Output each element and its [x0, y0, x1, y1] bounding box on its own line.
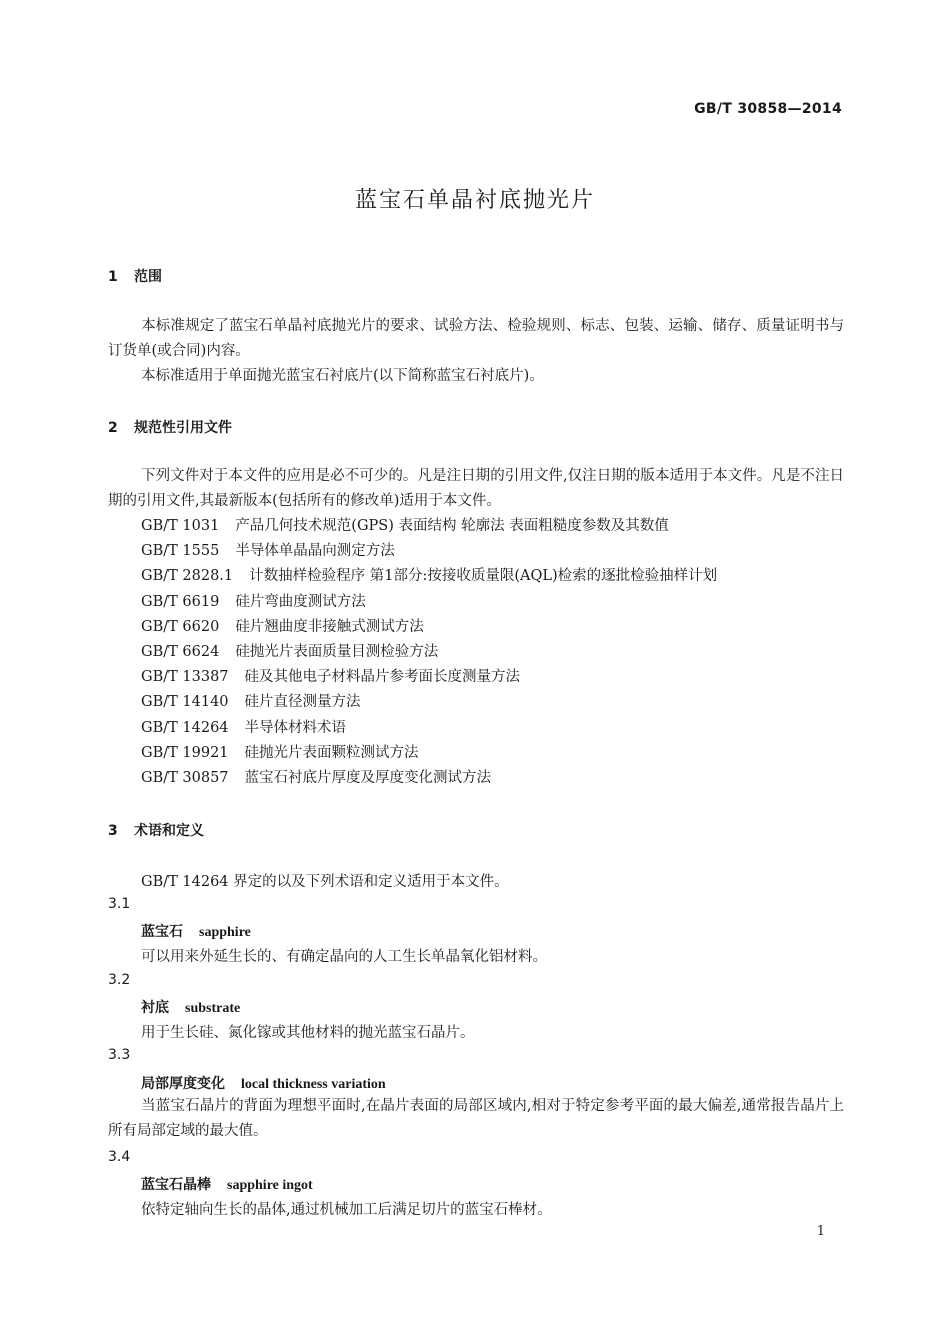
reference-item — [141, 665, 717, 690]
term-number: 3.2 — [108, 972, 131, 988]
reference-item — [141, 615, 717, 640]
reference-code: GB/T 14140 — [141, 694, 229, 711]
page-number: 1 — [816, 1224, 825, 1239]
section-2-intro: 下列文件对于本文件的应用是必不可少的。凡是注日期的引用文件,仅注日期的版本适用于本文件。凡是不注日期的引用文件,其最新版本(包括所有的修改单)适用于本文件。 — [108, 468, 844, 509]
reference-code: GB/T 30857 — [141, 769, 229, 786]
section-number: 3 — [108, 823, 118, 839]
term-number: 3.3 — [108, 1047, 131, 1063]
reference-code: GB/T 19921 — [141, 744, 229, 761]
term-definition: 用于生长硅、氮化镓或其他材料的抛光蓝宝石晶片。 — [141, 1025, 475, 1041]
section-title: 范围 — [134, 269, 162, 285]
reference-title: 硅片直径测量方法 — [244, 694, 361, 711]
term-heading — [141, 921, 251, 941]
reference-item — [141, 741, 717, 766]
reference-item — [141, 766, 717, 791]
reference-title: 硅片弯曲度测试方法 — [235, 593, 366, 610]
section-number: 2 — [108, 420, 118, 436]
reference-item — [141, 690, 717, 715]
term-number: 3.1 — [108, 896, 131, 912]
document-title: 蓝宝石单晶衬底抛光片 — [354, 188, 595, 213]
reference-title: 计数抽样检验程序 第1部分:按接收质量限(AQL)检索的逐批检验抽样计划 — [249, 568, 718, 585]
reference-title: 硅及其他电子材料晶片参考面长度测量方法 — [244, 669, 521, 686]
term-zh: 局部厚度变化 — [141, 1076, 225, 1092]
reference-item — [141, 514, 717, 539]
term-heading — [141, 997, 240, 1017]
term-zh: 衬底 — [141, 1000, 169, 1016]
term-zh: 蓝宝石晶棒 — [141, 1177, 211, 1193]
section-1-heading — [108, 266, 162, 286]
reference-item — [141, 640, 717, 665]
reference-code: GB/T 13387 — [141, 669, 229, 686]
term-en: substrate — [185, 1001, 241, 1016]
term-zh: 蓝宝石 — [141, 924, 183, 940]
reference-title: 产品几何技术规范(GPS) 表面结构 轮廓法 表面粗糙度参数及其数值 — [235, 518, 669, 534]
term-en: sapphire ingot — [227, 1178, 313, 1193]
reference-code: GB/T 6624 — [141, 643, 220, 660]
reference-item — [141, 716, 717, 741]
section-3-heading — [108, 820, 204, 840]
term-heading — [141, 1073, 386, 1093]
section-number: 1 — [108, 269, 118, 285]
section-1-paragraph-1: 本标准规定了蓝宝石单晶衬底抛光片的要求、试验方法、检验规则、标志、包装、运输、储存、质量证明书与订货单(或合同)内容。 — [108, 318, 844, 359]
normative-references-list — [141, 514, 717, 791]
section-3-intro: GB/T 14264 界定的以及下列术语和定义适用于本文件。 — [141, 874, 509, 890]
reference-code: GB/T 1031 — [141, 518, 220, 534]
reference-code: GB/T 1555 — [141, 543, 220, 560]
reference-title: 半导体材料术语 — [244, 719, 347, 736]
reference-code: GB/T 14264 — [141, 719, 229, 736]
term-definition: 当蓝宝石晶片的背面为理想平面时,在晶片表面的局部区域内,相对于特定参考平面的最大偏差,通常报告晶片上所有局部定域的最大值。 — [108, 1098, 844, 1139]
reference-title: 硅片翘曲度非接触式测试方法 — [235, 618, 424, 635]
reference-title: 硅抛光片表面质量目测检验方法 — [235, 643, 439, 660]
reference-title: 蓝宝石衬底片厚度及厚度变化测试方法 — [244, 769, 492, 786]
reference-item — [141, 590, 717, 615]
section-2-heading — [108, 417, 232, 437]
section-1-paragraph-2: 本标准适用于单面抛光蓝宝石衬底片(以下简称蓝宝石衬底片)。 — [141, 368, 544, 384]
standard-code: GB/T 30858—2014 — [694, 101, 842, 117]
reference-title: 硅抛光片表面颗粒测试方法 — [244, 744, 419, 761]
reference-code: GB/T 6620 — [141, 618, 220, 635]
section-title: 术语和定义 — [134, 823, 204, 839]
reference-item — [141, 539, 717, 564]
term-definition: 依特定轴向生长的晶体,通过机械加工后满足切片的蓝宝石棒材。 — [141, 1202, 552, 1218]
term-en: local thickness variation — [241, 1077, 386, 1092]
reference-item — [141, 564, 717, 589]
reference-code: GB/T 2828.1 — [141, 568, 234, 585]
term-definition: 可以用来外延生长的、有确定晶向的人工生长单晶氧化铝材料。 — [141, 949, 547, 965]
term-number: 3.4 — [108, 1149, 131, 1165]
term-heading — [141, 1174, 313, 1194]
term-en: sapphire — [199, 925, 251, 940]
reference-code: GB/T 6619 — [141, 593, 220, 610]
section-title: 规范性引用文件 — [134, 420, 232, 436]
reference-title: 半导体单晶晶向测定方法 — [235, 543, 395, 560]
